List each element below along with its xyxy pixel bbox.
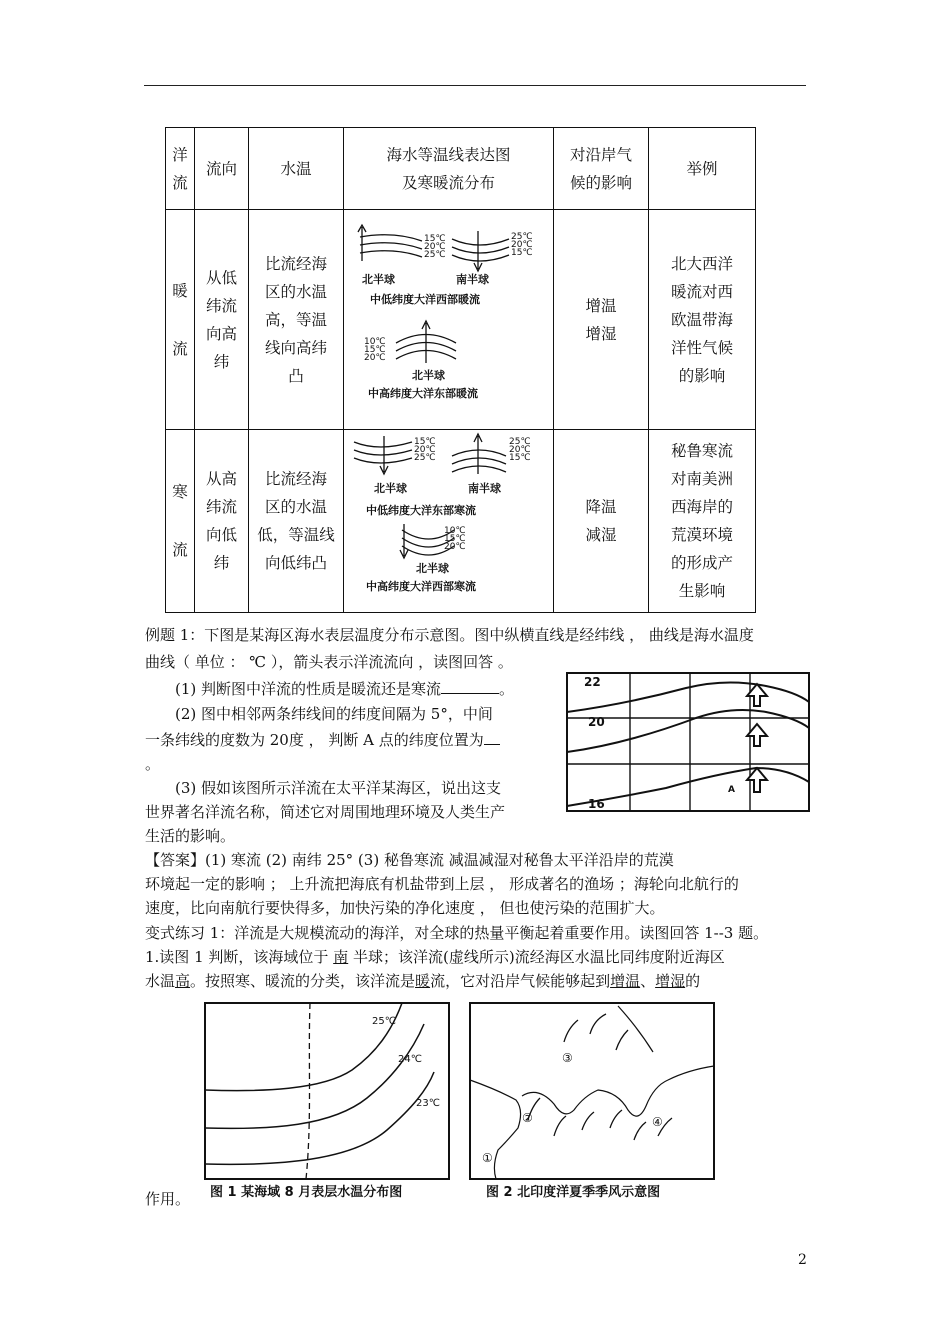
cold-direction: 从高 纬流 向低 纬	[195, 430, 249, 613]
cold-diagram-cell	[344, 430, 554, 613]
variant-line4: 作用。	[145, 1190, 191, 1208]
warm-effect: 增温 增湿	[554, 210, 649, 430]
svg-text:A: A	[728, 785, 735, 795]
svg-text:中高纬度大洋东部暖流: 中高纬度大洋东部暖流	[368, 386, 478, 400]
svg-text:中低纬度大洋东部寒流: 中低纬度大洋东部寒流	[366, 504, 476, 517]
warm-example: 北大西洋 暖流对西 欧温带海 洋性气候 的影响	[649, 210, 756, 430]
svg-text:15℃: 15℃	[444, 534, 466, 544]
svg-text:23℃: 23℃	[416, 1098, 440, 1109]
svg-text:中高纬度大洋西部寒流: 中高纬度大洋西部寒流	[366, 580, 476, 593]
warm-direction: 从低 纬流 向高 纬	[195, 210, 249, 430]
svg-text:20℃: 20℃	[424, 241, 446, 252]
svg-text:20℃: 20℃	[511, 239, 533, 250]
example1-q2c: 。	[145, 755, 161, 773]
svg-text:15℃: 15℃	[424, 233, 446, 244]
example1-temperature-figure	[566, 672, 810, 812]
svg-text:15℃: 15℃	[364, 344, 386, 355]
svg-text:②: ②	[522, 1111, 533, 1125]
svg-text:④: ④	[652, 1115, 663, 1129]
svg-text:北半球: 北半球	[362, 272, 395, 286]
svg-text:20℃: 20℃	[364, 352, 386, 363]
svg-text:图 1 某海域 8 月表层水温分布图: 图 1 某海域 8 月表层水温分布图	[210, 1185, 403, 1200]
table-header-row	[166, 128, 756, 210]
example1-q3c: 生活的影响。	[145, 827, 236, 845]
svg-text:25℃: 25℃	[511, 231, 533, 242]
svg-text:10℃: 10℃	[364, 336, 386, 347]
header-current: 洋 流	[166, 128, 195, 210]
cold-isotherm-diagram	[344, 430, 551, 608]
example1-q1: (1) 判断图中洋流的性质是暖流还是寒流 。	[175, 677, 514, 701]
svg-text:20℃: 20℃	[444, 542, 466, 552]
variant-line1: 变式练习 1：洋流是大规模流动的海洋，对全球的热量平衡起着重要作用。读图回答 1--3 题。	[145, 924, 769, 942]
figure-1-sea-temperature	[202, 1000, 452, 1206]
warm-isotherm-diagram	[344, 211, 551, 425]
header-temperature: 水温	[249, 128, 344, 210]
ocean-current-table	[165, 127, 756, 613]
page-number: 2	[798, 1252, 807, 1268]
svg-text:15℃: 15℃	[511, 247, 533, 258]
svg-text:25℃: 25℃	[509, 437, 531, 447]
cold-temp: 比流经海 区的水温 低，等温线 向低纬凸	[249, 430, 344, 613]
header-example: 举例	[649, 128, 756, 210]
svg-text:北半球: 北半球	[412, 368, 445, 382]
svg-text:20: 20	[588, 715, 605, 729]
table-row-warm	[166, 210, 756, 430]
svg-text:25℃: 25℃	[414, 453, 436, 463]
svg-text:22: 22	[584, 675, 601, 689]
answer-line2: 环境起一定的影响 ； 上升流把海底有机盐带到上层 ， 形成著名的渔场 ；海轮向北航行的	[145, 875, 739, 893]
warm-diagram-cell	[344, 210, 554, 430]
example1-q3b: 世界著名洋流名称，简述它对周围地理环境及人类生产	[145, 803, 506, 821]
example1-line1: 例题 1：下图是某海区海水表层温度分布示意图。图中纵横直线是经纬线 ， 曲线是海水温度	[145, 626, 754, 644]
cold-effect: 降温 减湿	[554, 430, 649, 613]
svg-text:20℃: 20℃	[414, 445, 436, 455]
svg-text:10℃: 10℃	[444, 526, 466, 536]
table-row-cold	[166, 430, 756, 613]
svg-text:24℃: 24℃	[398, 1054, 422, 1065]
svg-text:15℃: 15℃	[509, 453, 531, 463]
header-rule	[144, 85, 806, 86]
svg-text:20℃: 20℃	[509, 445, 531, 455]
svg-text:③: ③	[562, 1051, 573, 1065]
variant-line2: 1.读图 1 判断，该海域位于 南 半球；该洋流(虚线所示)流经海区水温比同纬度附近海区	[145, 948, 725, 966]
svg-text:北半球: 北半球	[416, 562, 449, 575]
figure-2-monsoon-map	[468, 1000, 718, 1206]
header-direction: 流向	[195, 128, 249, 210]
svg-text:南半球: 南半球	[456, 272, 489, 286]
warm-temp: 比流经海 区的水温 高，等温 线向高纬 凸	[249, 210, 344, 430]
svg-text:南半球: 南半球	[468, 482, 501, 495]
cold-example: 秘鲁寒流 对南美洲 西海岸的 荒漠环境 的形成产 生影响	[649, 430, 756, 613]
example1-q3a: (3) 假如该图所示洋流在太平洋某海区，说出这支	[175, 779, 502, 797]
svg-text:中低纬度大洋西部暖流: 中低纬度大洋西部暖流	[370, 292, 480, 306]
svg-text:25℃: 25℃	[424, 249, 446, 260]
svg-text:25℃: 25℃	[372, 1016, 396, 1027]
svg-text:图 2 北印度洋夏季季风示意图: 图 2 北印度洋夏季季风示意图	[486, 1185, 661, 1200]
svg-text:北半球: 北半球	[374, 482, 407, 495]
cold-type: 寒 流	[166, 430, 195, 613]
answer-line3: 速度，比向南航行要快得多，加快污染的净化速度 ， 但也使污染的范围扩大。	[145, 899, 665, 917]
svg-text:①: ①	[482, 1151, 493, 1165]
warm-type: 暖 流	[166, 210, 195, 430]
example1-line2: 曲线（ 单位 ： ℃ ），箭头表示洋流流向 ，读图回答 。	[145, 653, 513, 671]
svg-text:16: 16	[588, 797, 605, 811]
svg-text:15℃: 15℃	[414, 437, 436, 447]
variant-line3: 水温高。按照寒、暖流的分类，该洋流是暖流，它对沿岸气候能够起到增温、增湿的	[145, 972, 701, 990]
answer-line1: 【答案】(1) 寒流 (2) 南纬 25° (3) 秘鲁寒流 减温减湿对秘鲁太平洋沿岸的荒漠	[145, 851, 674, 869]
example1-q2b: 一条纬线的度数为 20度 ， 判断 A 点的纬度位置为	[145, 728, 500, 752]
header-diagram: 海水等温线表达图 及寒暖流分布	[344, 128, 554, 210]
example1-q2a: (2) 图中相邻两条纬线间的纬度间隔为 5°，中间	[175, 705, 493, 723]
header-effect: 对沿岸气 候的影响	[554, 128, 649, 210]
answer-blank-hemisphere: 南	[333, 948, 349, 966]
